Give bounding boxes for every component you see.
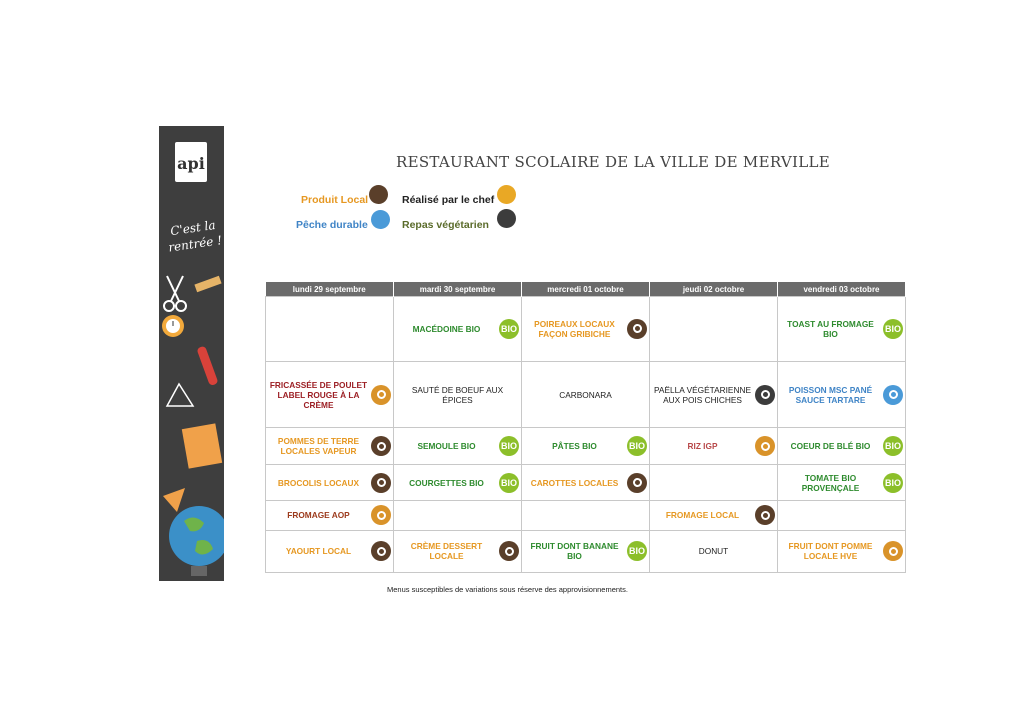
badge-symbol <box>889 547 898 556</box>
quality-label-icon <box>371 505 391 525</box>
scissors-icon <box>164 276 186 311</box>
menu-cell <box>522 530 650 572</box>
sustainable-fishing-icon <box>371 210 390 229</box>
menu-cell <box>522 361 650 428</box>
bio-badge-icon: BIO <box>499 319 519 339</box>
menu-row <box>266 297 906 362</box>
cell-content <box>778 531 905 572</box>
local-product-icon <box>755 505 775 525</box>
local-product-icon <box>371 473 391 493</box>
cell-content <box>394 428 521 463</box>
cell-content <box>394 297 521 361</box>
bio-badge-icon: BIO <box>883 473 903 493</box>
badge-symbol <box>377 390 386 399</box>
legend-peche-durable: Pêche durable <box>296 219 368 231</box>
badge-symbol <box>761 511 770 520</box>
menu-cell <box>778 530 906 572</box>
badge-symbol <box>377 478 386 487</box>
menu-row <box>266 464 906 500</box>
quality-label-icon <box>755 436 775 456</box>
dish-name: PAËLLA VÉGÉTARIENNE AUX POIS CHICHES <box>654 384 751 405</box>
dish-name: FRUIT DONT BANANE BIO <box>530 541 619 562</box>
badge-symbol <box>377 511 386 520</box>
legend-realise-chef: Réalisé par le chef <box>402 194 495 206</box>
day-header: mercredi 01 octobre <box>522 282 650 297</box>
menu-cell <box>394 428 522 464</box>
dish-name: COURGETTES BIO <box>409 477 484 488</box>
badge-symbol <box>505 547 514 556</box>
bio-badge-icon: BIO <box>499 473 519 493</box>
menu-row <box>266 530 906 572</box>
cell-content <box>778 501 905 529</box>
local-product-icon <box>371 541 391 561</box>
cell-content <box>266 531 393 572</box>
menu-cell <box>650 530 778 572</box>
dish-name: CRÈME DESSERT LOCALE <box>410 541 483 562</box>
cell-content <box>522 362 649 428</box>
api-logo <box>175 142 207 182</box>
badge-symbol <box>377 547 386 556</box>
quality-label-icon <box>371 385 391 405</box>
cell-content <box>522 297 649 361</box>
cell-content <box>266 428 393 463</box>
menu-cell <box>778 464 906 500</box>
alarm-clock-icon <box>162 315 184 337</box>
cell-content <box>650 465 777 500</box>
cell-content <box>650 362 777 428</box>
dish-name: MACÉDOINE BIO <box>412 323 481 334</box>
menu-cell <box>650 428 778 464</box>
chef-icon <box>497 185 516 204</box>
dish-name: FROMAGE LOCAL <box>665 510 740 521</box>
menu-cell <box>650 464 778 500</box>
day-header: lundi 29 septembre <box>266 282 394 297</box>
dish-name: FRUIT DONT POMME LOCALE HVE <box>788 541 873 562</box>
menu-cell <box>522 428 650 464</box>
school-illustrations <box>159 266 224 581</box>
dish-name: COEUR DE BLÉ BIO <box>790 441 871 452</box>
dish-name: CARBONARA <box>559 389 612 400</box>
legend-produit-local: Produit Local <box>301 194 369 206</box>
local-product-icon <box>627 473 647 493</box>
dish-name: DONUT <box>698 546 729 557</box>
side-banner <box>159 126 224 581</box>
dish-name: FROMAGE AOP <box>287 510 350 521</box>
footnote: Menus susceptibles de variations sous réserve des approvisionnements. <box>387 585 628 594</box>
banner-tagline: C'est la rentrée ! <box>167 217 223 255</box>
menu-cell <box>394 530 522 572</box>
menu-cell <box>394 501 522 530</box>
dish-name: FRICASSÉE DE POULET LABEL ROUGE À LA CRÈME <box>269 379 368 410</box>
local-product-icon <box>627 319 647 339</box>
notebook-icon <box>182 423 222 468</box>
menu-cell <box>778 428 906 464</box>
badge-symbol <box>377 442 386 451</box>
menu-cell <box>522 297 650 362</box>
sharpener-icon <box>163 488 185 512</box>
badge-symbol <box>761 442 770 451</box>
quality-label-icon <box>883 541 903 561</box>
weekly-menu-table <box>265 282 906 573</box>
cell-content <box>778 428 905 463</box>
menu-cell <box>650 361 778 428</box>
menu-cell <box>394 464 522 500</box>
bio-badge-icon: BIO <box>499 436 519 456</box>
day-header: jeudi 02 octobre <box>650 282 778 297</box>
dish-name: POIREAUX LOCAUX FAÇON GRIBICHE <box>534 318 615 339</box>
dish-name: RIZ IGP <box>687 441 718 452</box>
dish-name: TOMATE BIO PROVENÇALE <box>801 472 860 493</box>
day-header: mardi 30 septembre <box>394 282 522 297</box>
menu-cell <box>778 501 906 530</box>
bio-badge-icon: BIO <box>883 319 903 339</box>
dish-name: POMMES DE TERRE LOCALES VAPEUR <box>277 436 360 457</box>
badge-symbol <box>761 390 770 399</box>
ruler-icon <box>194 276 221 292</box>
page-title: RESTAURANT SCOLAIRE DE LA VILLE DE MERVILLE <box>396 153 831 171</box>
menu-row <box>266 361 906 428</box>
day-header-row <box>266 282 906 297</box>
cell-content <box>778 297 905 361</box>
cell-content <box>394 531 521 572</box>
sustainable-fishing-icon <box>883 385 903 405</box>
bio-badge-icon: BIO <box>627 436 647 456</box>
dish-name: YAOURT LOCAL <box>285 546 352 557</box>
menu-cell <box>266 297 394 362</box>
menu-cell <box>778 361 906 428</box>
local-product-icon <box>371 436 391 456</box>
menu-cell <box>522 501 650 530</box>
cell-content <box>266 501 393 529</box>
cell-content <box>394 501 521 529</box>
cell-content <box>522 428 649 463</box>
menu-cell <box>266 428 394 464</box>
menu-body <box>266 297 906 573</box>
dish-name: TOAST AU FROMAGE BIO <box>787 318 874 339</box>
cell-content <box>650 297 777 361</box>
dish-name: SEMOULE BIO <box>417 441 476 452</box>
pencil-icon <box>196 345 218 386</box>
badge-symbol <box>889 390 898 399</box>
dish-name: PÂTES BIO <box>552 441 597 452</box>
menu-cell <box>266 464 394 500</box>
vegetarian-icon <box>497 209 516 228</box>
menu-cell <box>650 297 778 362</box>
bio-badge-icon: BIO <box>883 436 903 456</box>
local-product-icon <box>499 541 519 561</box>
globe-icon <box>169 506 224 576</box>
menu-cell <box>266 530 394 572</box>
cell-content <box>522 531 649 572</box>
set-square-icon <box>167 384 193 406</box>
menu-row <box>266 501 906 530</box>
local-product-icon <box>369 185 388 204</box>
cell-content <box>650 428 777 463</box>
cell-content <box>266 297 393 361</box>
cell-content <box>266 465 393 500</box>
cell-content <box>394 465 521 500</box>
dish-name: BROCOLIS LOCAUX <box>277 477 360 488</box>
cell-content <box>650 531 777 572</box>
menu-cell <box>266 501 394 530</box>
menu-cell <box>266 361 394 428</box>
day-header: vendredi 03 octobre <box>778 282 906 297</box>
cell-content <box>266 362 393 428</box>
cell-content <box>778 465 905 500</box>
cell-content <box>650 501 777 529</box>
legend-repas-vegetarien: Repas végétarien <box>402 219 489 231</box>
dish-name: SAUTÉ DE BOEUF AUX ÉPICES <box>411 384 504 405</box>
dish-name: CAROTTES LOCALES <box>530 477 619 488</box>
badge-symbol <box>633 478 642 487</box>
menu-cell <box>394 361 522 428</box>
badge-symbol <box>633 324 642 333</box>
menu-cell <box>778 297 906 362</box>
dish-name: POISSON MSC PANÉ SAUCE TARTARE <box>788 384 873 405</box>
cell-content <box>522 465 649 500</box>
vegetarian-icon <box>755 385 775 405</box>
menu-cell <box>394 297 522 362</box>
cell-content <box>522 501 649 529</box>
menu-row <box>266 428 906 464</box>
bio-badge-icon: BIO <box>627 541 647 561</box>
cell-content <box>778 362 905 428</box>
menu-cell <box>650 501 778 530</box>
menu-cell <box>522 464 650 500</box>
cell-content <box>394 362 521 428</box>
brand-text: api <box>177 154 205 173</box>
